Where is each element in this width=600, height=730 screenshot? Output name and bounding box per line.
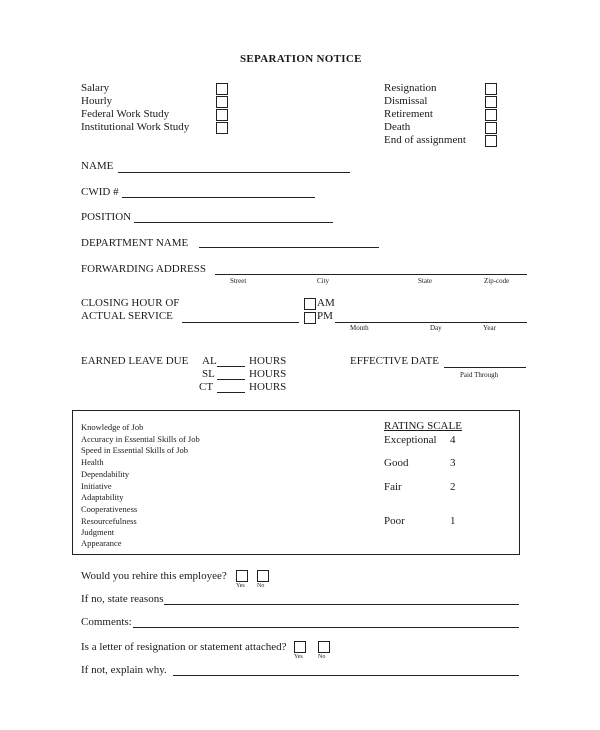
form-title: SEPARATION NOTICE [240,53,362,65]
reason-retirement: Retirement [384,108,433,120]
criterion-cooperativeness: Cooperativeness [81,504,138,514]
leave-sl-label: SL [202,368,215,380]
paid-through-sublabel: Paid Through [460,371,499,379]
rating-poor-value: 1 [450,515,456,527]
criterion-health: Health [81,457,104,467]
leave-ct-field[interactable] [217,392,245,393]
criterion-resourcefulness: Resourcefulness [81,516,137,526]
comments-label: Comments: [81,616,132,628]
criterion-speed: Speed in Essential Skills of Job [81,445,188,455]
earned-leave-label: EARNED LEAVE DUE [81,355,189,367]
rating-good-label: Good [384,457,409,469]
if-not-explain-field[interactable] [173,675,519,676]
reason-resignation: Resignation [384,82,437,94]
pm-label: PM [317,310,333,322]
leave-ct-unit: HOURS [249,381,287,393]
leave-sl-unit: HOURS [249,368,287,380]
rating-scale-title: RATING SCALE [384,420,462,432]
effective-date-field[interactable] [444,367,526,368]
rehire-yes-label: Yes [236,583,245,589]
rating-poor-label: Poor [384,515,405,527]
salary-checkbox[interactable] [216,83,228,95]
if-no-reasons-label: If no, state reasons [81,593,164,605]
rating-fair-label: Fair [384,481,402,493]
leave-al-label: AL [202,355,217,367]
closing-date-field[interactable] [335,322,527,323]
year-sublabel: Year [483,324,496,332]
department-field[interactable] [199,247,379,248]
letter-yes-label: Yes [294,654,303,660]
city-sublabel: City [317,277,330,285]
criterion-accuracy: Accuracy in Essential Skills of Job [81,434,200,444]
closing-hour-field[interactable] [182,322,299,323]
name-label: NAME [81,160,114,172]
reason-end-of-assignment: End of assignment [384,134,466,146]
rating-exceptional-value: 4 [450,434,456,446]
position-label: POSITION [81,211,132,223]
criterion-initiative: Initiative [81,481,112,491]
leave-al-unit: HOURS [249,355,287,367]
effective-date-label: EFFECTIVE DATE [350,355,439,367]
criterion-dependability: Dependability [81,469,130,479]
department-label: DEPARTMENT NAME [81,237,189,249]
name-field[interactable] [118,172,350,173]
criterion-adaptability: Adaptability [81,492,124,502]
if-not-explain-label: If not, explain why. [81,664,167,676]
federal-work-study-checkbox[interactable] [216,109,228,121]
institutional-work-study-checkbox[interactable] [216,122,228,134]
rating-exceptional-label: Exceptional [384,434,437,446]
day-sublabel: Day [430,324,442,332]
am-label: AM [317,297,335,309]
employment-type-hourly: Hourly [81,95,113,107]
letter-no-checkbox[interactable] [318,641,330,653]
state-sublabel: State [418,277,432,285]
forwarding-address-label: FORWARDING ADDRESS [81,263,206,275]
resignation-checkbox[interactable] [485,83,497,95]
criterion-appearance: Appearance [81,538,122,548]
month-sublabel: Month [350,324,369,332]
rating-good-value: 3 [450,457,456,469]
cwid-field[interactable] [122,197,315,198]
street-sublabel: Street [230,277,247,285]
criterion-judgment: Judgment [81,527,115,537]
zip-code-sublabel: Zip-code [484,277,510,285]
dismissal-checkbox[interactable] [485,96,497,108]
letter-no-label: No [318,654,326,660]
retirement-checkbox[interactable] [485,109,497,121]
end-of-assignment-checkbox[interactable] [485,135,497,147]
cwid-label: CWID # [81,186,119,198]
employment-type-salary: Salary [81,82,110,94]
if-no-reasons-field[interactable] [164,604,519,605]
hourly-checkbox[interactable] [216,96,228,108]
rehire-no-label: No [257,583,265,589]
leave-sl-field[interactable] [217,379,245,380]
leave-ct-label: CT [199,381,214,393]
rehire-yes-checkbox[interactable] [236,570,248,582]
rating-fair-value: 2 [450,481,456,493]
rehire-question: Would you rehire this employee? [81,570,227,582]
comments-field[interactable] [133,627,519,628]
letter-question: Is a letter of resignation or statement attached? [81,641,287,653]
death-checkbox[interactable] [485,122,497,134]
criterion-knowledge-of-job: Knowledge of Job [81,422,144,432]
employment-type-federal-work-study: Federal Work Study [81,108,170,120]
reason-dismissal: Dismissal [384,95,428,107]
forwarding-address-field[interactable] [215,274,527,275]
position-field[interactable] [134,222,333,223]
letter-yes-checkbox[interactable] [294,641,306,653]
actual-service-label: ACTUAL SERVICE [81,310,173,322]
leave-al-field[interactable] [217,366,245,367]
reason-death: Death [384,121,411,133]
employment-type-institutional-work-study: Institutional Work Study [81,121,190,133]
rehire-no-checkbox[interactable] [257,570,269,582]
pm-checkbox[interactable] [304,312,316,324]
closing-hour-label: CLOSING HOUR OF [81,297,180,309]
am-checkbox[interactable] [304,298,316,310]
